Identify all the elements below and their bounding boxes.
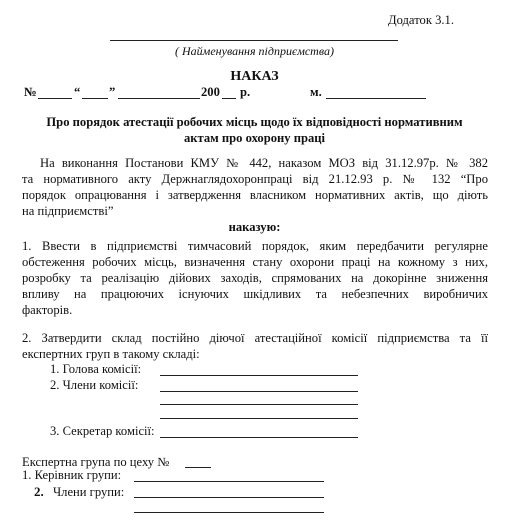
city-blank: [326, 98, 426, 99]
order-title: НАКАЗ: [230, 69, 279, 84]
expert-group-leader-blank: [134, 481, 324, 482]
expert-group-members-mark: 2.: [34, 484, 44, 499]
preamble-line-4: на підприємстві”: [22, 204, 114, 218]
city-prefix: м.: [310, 85, 322, 99]
commission-head-blank: [160, 375, 358, 376]
preamble-line-3: порядок опрацювання і затвердження власником нормативних актів, що діють: [22, 188, 488, 202]
month-blank: [118, 98, 200, 99]
number-mark: №: [24, 85, 37, 99]
order-word: наказую:: [228, 220, 281, 234]
expert-group-leader-label: 1. Керівник групи:: [22, 468, 122, 482]
expert-group-member-blank-1: [134, 497, 324, 498]
commission-member-blank-3: [160, 418, 358, 419]
item-1-line-3: розробку та реалізацію дійових заходів, спрямованих на докорінне зниження: [22, 271, 488, 285]
year-blank: [222, 98, 236, 99]
preamble-line-2: та нормативного акту Держнаглядохоронпраці від 21.12.93 р. № 132 “Про: [22, 172, 488, 186]
appendix-label: Додаток 3.1.: [388, 13, 454, 27]
year-prefix: 200: [201, 85, 220, 99]
expert-group-members-label: Члени групи:: [53, 485, 125, 499]
item-2: [22, 330, 488, 362]
subject-line-1: Про порядок атестації робочих місць щодо їх відповідності нормативним: [46, 115, 463, 129]
subject-line-2: актам про охорону праці: [183, 131, 326, 145]
commission-secretary-blank: [160, 437, 358, 438]
workshop-number-blank: [185, 467, 211, 468]
item-2-line-2: експертних груп в такому складі:: [22, 347, 200, 361]
item-1-line-4: впливу на працюючих існуючих шкідливих та небезпечних виробничих: [22, 287, 488, 301]
commission-member-blank-2: [160, 404, 358, 405]
commission-head-label: 1. Голова комісії:: [50, 362, 142, 376]
year-suffix: р.: [240, 85, 251, 99]
commission-members-label: 2. Члени комісії:: [50, 378, 139, 392]
number-blank: [38, 98, 72, 99]
commission-member-blank-1: [160, 391, 358, 392]
preamble: [22, 155, 488, 219]
item-1-line-5: факторів.: [22, 303, 73, 317]
item-1-line-1: 1. Ввести в підприємстві тимчасовий порядок, яким передбачити регулярне: [22, 239, 488, 253]
quote-open: “: [74, 85, 81, 99]
item-1: [22, 238, 488, 318]
day-blank: [82, 98, 108, 99]
enterprise-name-line: [110, 40, 398, 41]
enterprise-caption: ( Найменування підприємства): [175, 44, 334, 58]
item-1-line-2: обстеження робочих місць, визначення стану охорони праці на кожному з них,: [22, 255, 488, 269]
item-2-line-1: 2. Затвердити склад постійно діючої атестаційної комісії підприємства та її: [22, 331, 488, 345]
expert-group-title: Експертна група по цеху №: [22, 455, 170, 469]
quote-close: ”: [109, 85, 116, 99]
expert-group-member-blank-2: [134, 512, 324, 513]
commission-secretary-label: 3. Секретар комісії:: [50, 424, 155, 438]
preamble-line-1: На виконання Постанови КМУ № 442, наказом МОЗ від 31.12.97р. № 382: [40, 156, 488, 170]
